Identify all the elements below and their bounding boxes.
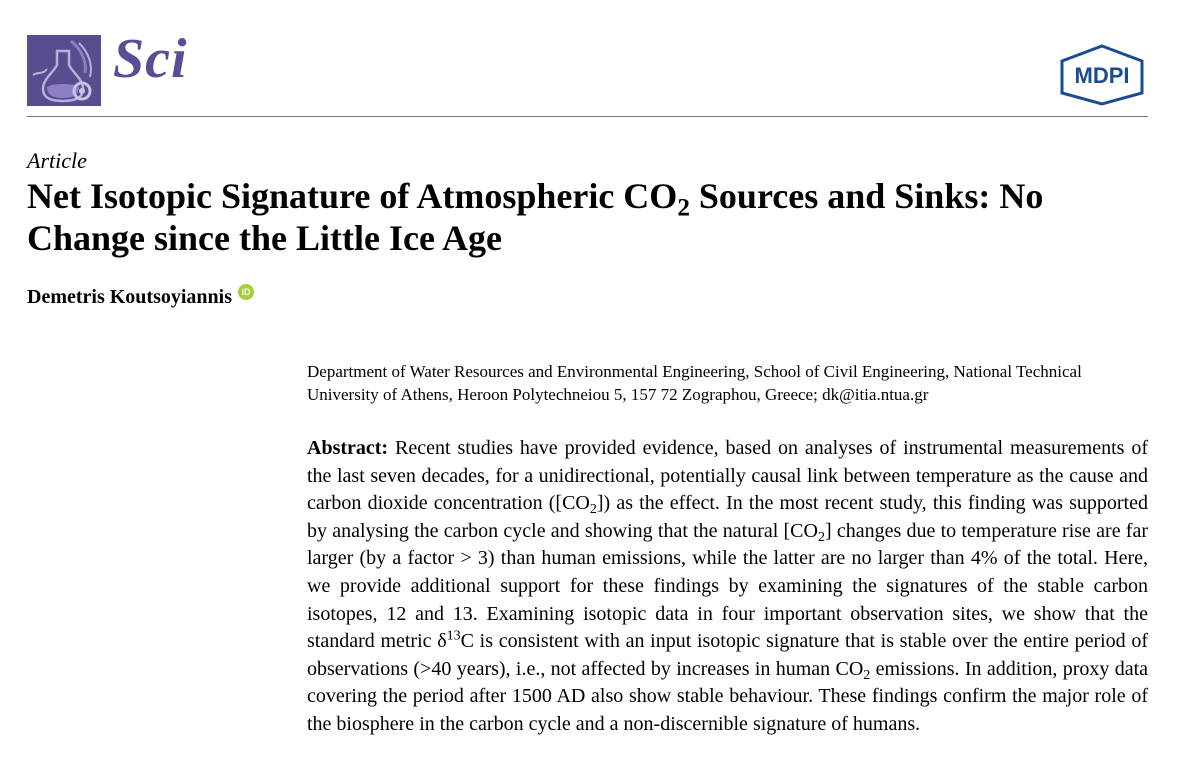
abstract-text-5: emissions. In addition, proxy data covering the period after 1500 AD also show stable behaviour. These findings confirm the major role of the biosphere in the carbon cycle and a non-discernible signature of humans.: [307, 657, 1149, 735]
article-type: Article: [27, 148, 87, 173]
abstract-text-4: C is consistent with an input isotopic signature that is stable over the entire period of observations (>40 years), i.e., not affected by increases in human CO: [307, 630, 1149, 680]
abstract-label: Abstract:: [307, 437, 389, 459]
author-name[interactable]: Demetris Koutsoyiannis: [27, 286, 232, 308]
publisher-name: MDPI: [1074, 63, 1130, 88]
abstract-text-3: ] changes due to temperature rise are far larger (by a factor > 3) than human emissions, while the latter are no larger than 4% of the total. Here, we provide additional support for these findings by examining the signatures of the stable carbon isotopes, 12 and 13. Examining isotopic data in four important observation sites, we show that the standard metric δ: [307, 519, 1148, 653]
abstract-sub-3: 2: [863, 667, 871, 683]
journal-logo-icon: [27, 35, 101, 106]
journal-header: [27, 28, 1148, 117]
article-title: [27, 175, 1157, 259]
journal-name: Sci: [113, 28, 188, 90]
mdpi-logo-icon: [1056, 43, 1148, 107]
abstract-sub-1: 2: [589, 502, 597, 518]
abstract-text-2: ]) as the effect. In the most recent study, this finding was supported by analysing the carbon cycle and showing that the natural [CO: [307, 492, 1148, 542]
author-line: [27, 286, 254, 309]
affiliation: Department of Water Resources and Environmental Engineering, School of Civil Engineering, National Technical University of Athens, Heroon Polytechneiou 5, 157 72 Zographou, Greece; dk@itia.ntua.gr: [307, 362, 1082, 404]
abstract: [307, 435, 1148, 739]
abstract-text-1: Recent studies have provided evidence, based on analyses of instrumental measurements of the last seven decades, for a unidirectional, potentially causal link between temperature as the cause and carbon dioxide concentration ([CO: [307, 437, 1148, 515]
abstract-sup-1: 13: [446, 628, 461, 644]
title-subscript: 2: [677, 194, 690, 222]
title-text-1: Net Isotopic Signature of Atmospheric CO: [27, 176, 678, 216]
header-divider: [27, 116, 1148, 117]
orcid-icon[interactable]: iD: [238, 284, 254, 300]
title-text-2: Sources and Sinks: No Change since the Little Ice Age: [27, 176, 1044, 258]
abstract-sub-2: 2: [817, 529, 825, 545]
